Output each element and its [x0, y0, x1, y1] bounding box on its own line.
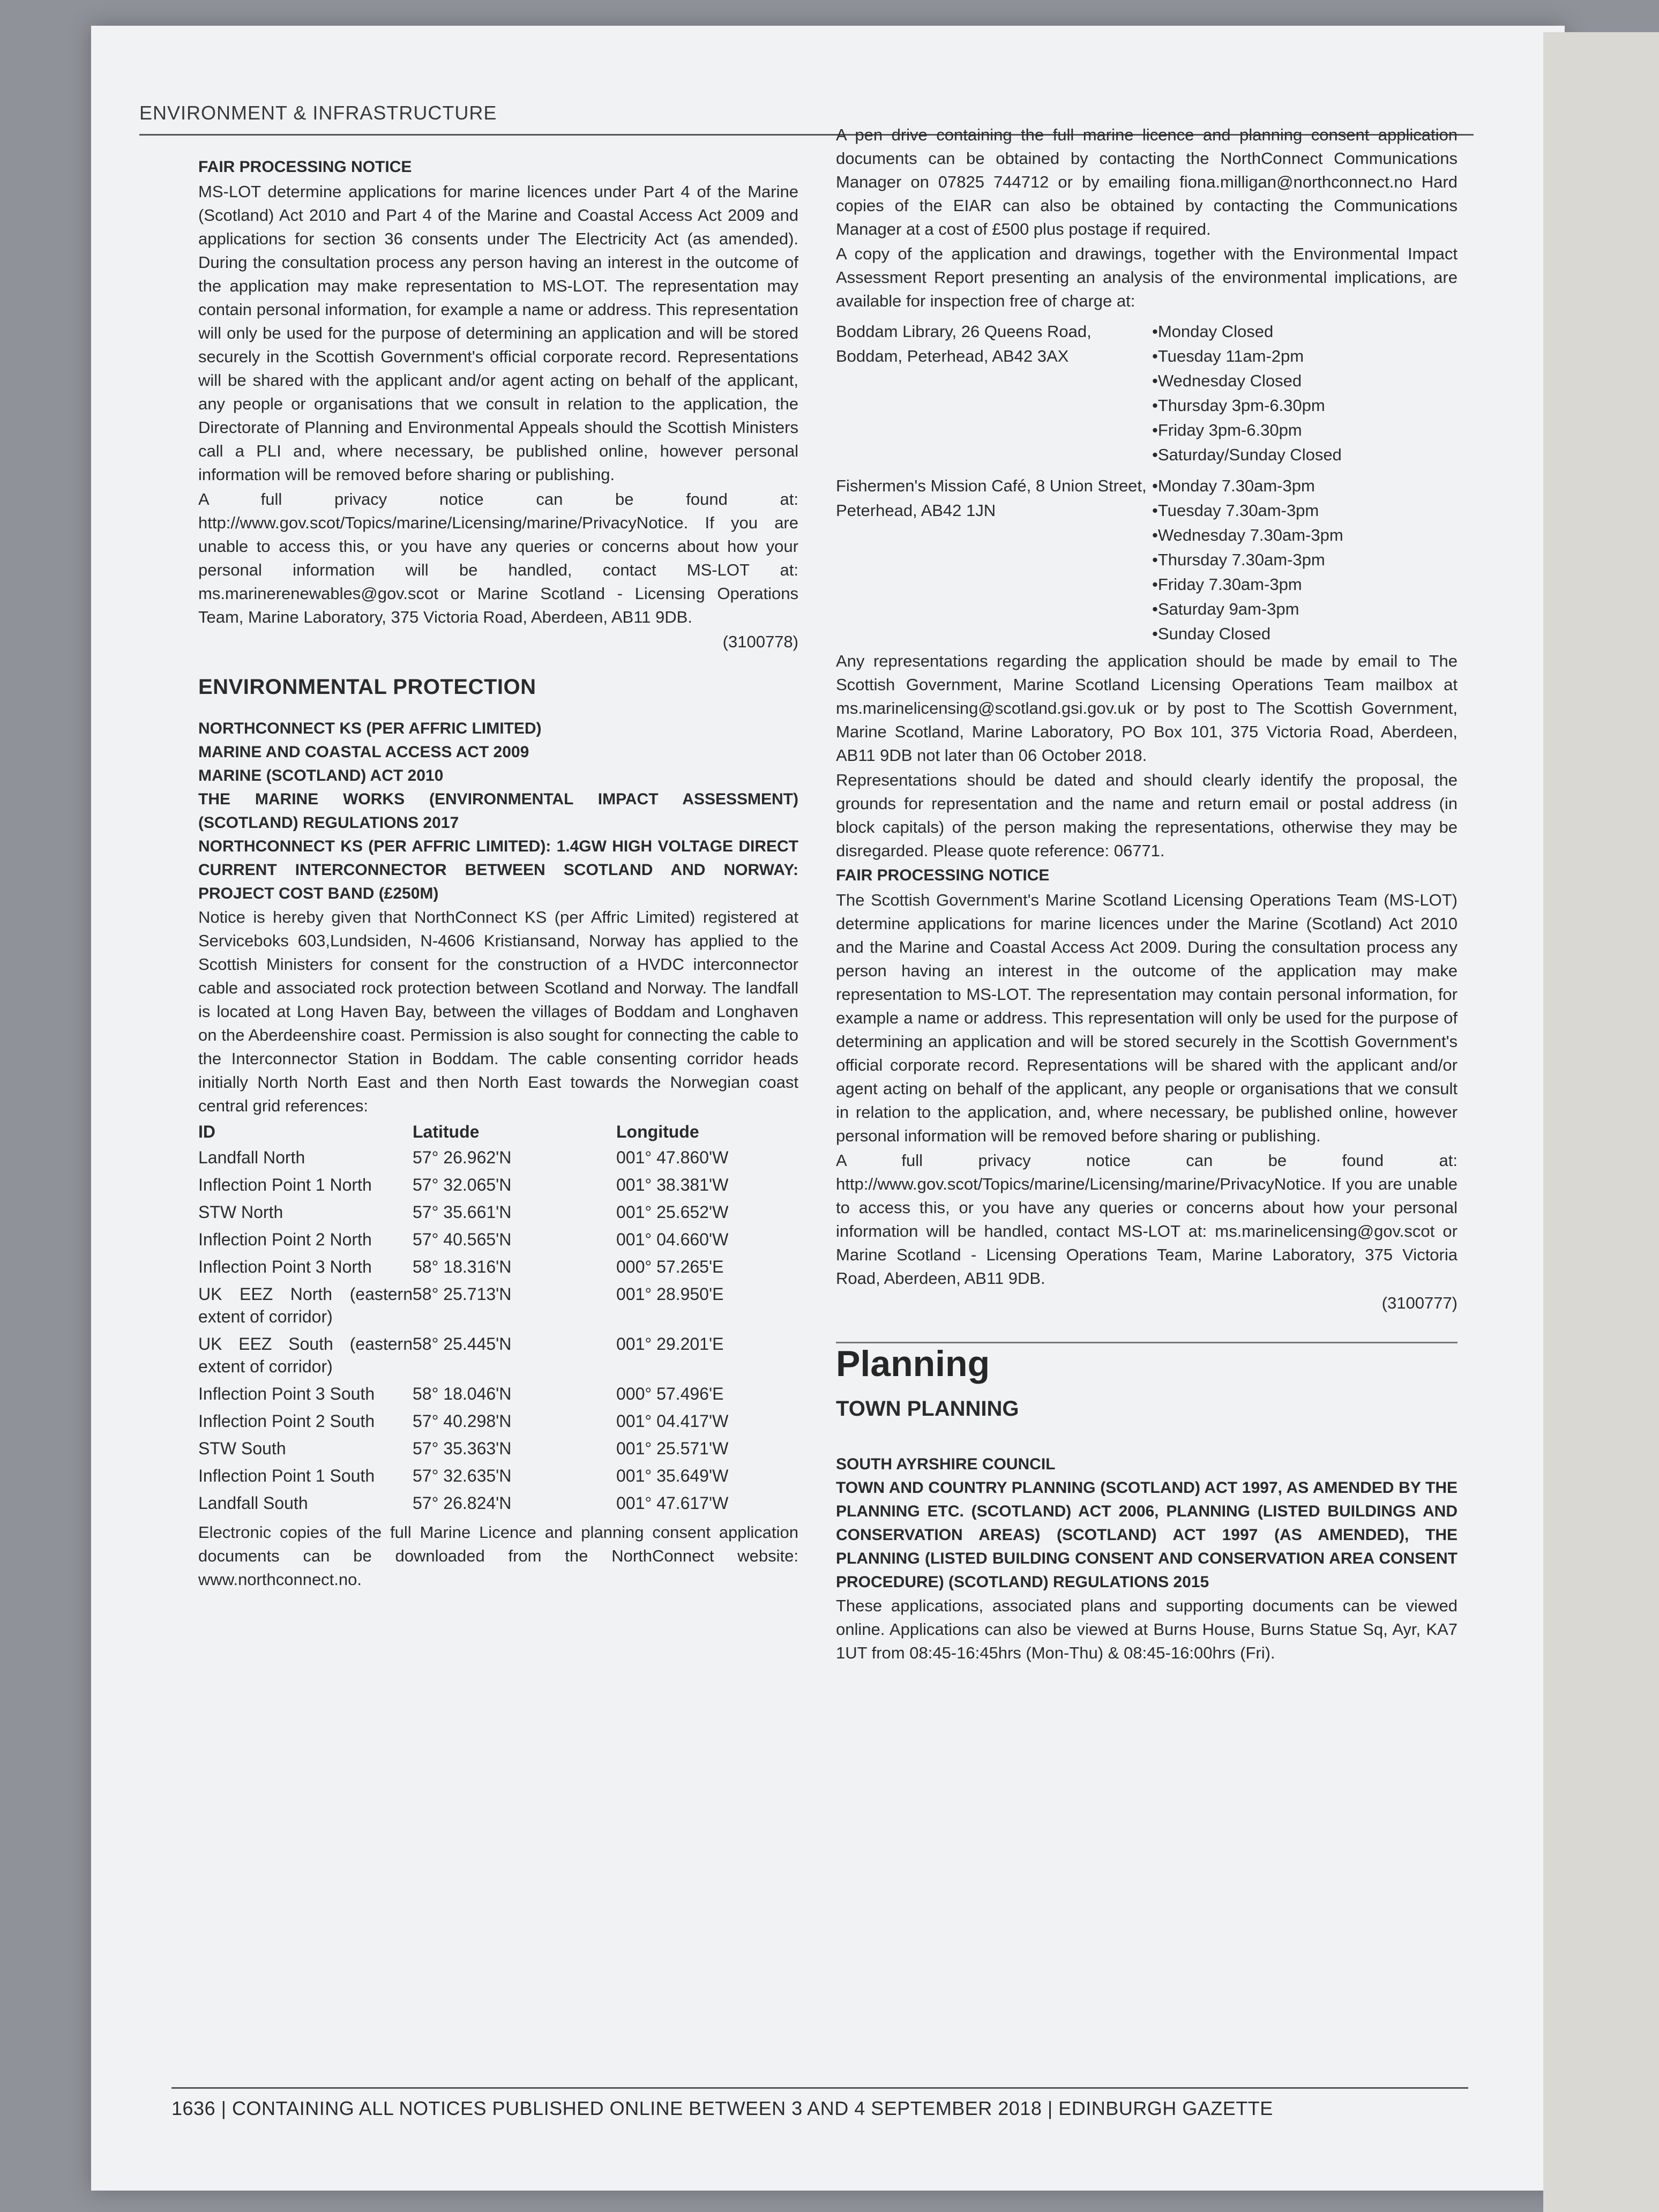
longitude: 001° 29.201'E: [616, 1334, 724, 1354]
fair-processing-text: The Scottish Government's Marine Scotland Licensing Operations Team (MS-LOT) determine applications for marine licences under the Marine (Scotland) Act 2010 and the Marine and Coastal Access Act 2009. During the consultation process any person having an interest in the outcome of the application may make representation to MS-LOT. The representation may contain personal information, for example a name or address. This representation will only be used for the purpose of determining an application and will be stored securely in the Scottish Government's official corporate record. Representations will be shared with the applicant and/or agent acting on behalf of the applicant, any people or organisations that we consult in relation to the application, and, where necessary, be published online, however personal information will be removed before sharing or publishing.: [836, 891, 1458, 1145]
longitude: 001° 35.649'W: [616, 1466, 729, 1485]
notice-title: NORTHCONNECT KS (PER AFFRIC LIMITED): [198, 720, 542, 737]
planning-heading: Planning: [836, 1343, 990, 1384]
table-row: [198, 1281, 788, 1331]
opening-hours-item: • Friday 7.30am-3pm: [1152, 572, 1343, 597]
longitude: 001° 38.381'W: [616, 1175, 729, 1194]
longitude: 001° 04.417'W: [616, 1411, 729, 1431]
table-row: [198, 1172, 788, 1199]
point-id: UK EEZ South (eastern extent of corridor): [198, 1334, 413, 1376]
table-row: [198, 1145, 788, 1172]
table-row: [198, 1463, 788, 1490]
venue-fishermens-mission: [836, 474, 1458, 646]
council-notice-text: These applications, associated plans and supporting documents can be viewed online. Applications can also be viewed at Burns House, Burns Statue Sq, Ayr, KA7 1UT from 08:45-16:45hrs (Mon-Thu) & 08:45-16:00hrs (Fri).: [836, 1596, 1458, 1662]
notice-title: THE MARINE WORKS (ENVIRONMENTAL IMPACT ASSESSMENT) (SCOTLAND) REGULATIONS 2017: [198, 790, 798, 832]
notice-body: Notice is hereby given that NorthConnect KS (per Affric Limited) registered at Serviceboks 603,Lundsiden, N-4606 Kristiansand, Norway has applied to the Scottish Ministers for consent for the construction of a HVDC interconnector cable and associated rock protection between Scotland and Norway. The landfall is located at Long Haven Bay, between the villages of Boddam and Longhaven on the Aberdeenshire coast. Permission is also sought for connecting the cable to the Interconnector Station in Boddam. The cable consenting corridor heads initially North North East and then North East towards the Norwegian coast central grid references:: [198, 908, 798, 1115]
privacy-notice-text: A full privacy notice can be found at: http://www.gov.scot/Topics/marine/Licensing/marine/PrivacyNotice. If you are unable to access this, or you have any queries or concerns about how your personal information will be handled, contact MS-LOT at: ms.marinelicensing@gov.scot or Marine Scotland - Licensing Operations Team, Marine Laboratory, 375 Victoria Road, Aberdeen, AB11 9DB.: [836, 1151, 1458, 1288]
council-title: SOUTH AYRSHIRE COUNCIL: [836, 1455, 1056, 1473]
latitude: 57° 32.635'N: [413, 1466, 512, 1485]
planning-section: [836, 1342, 1458, 1665]
opening-hours-item: • Friday 3pm-6.30pm: [1152, 418, 1342, 443]
table-row: [198, 1331, 788, 1381]
environmental-protection-heading: ENVIRONMENTAL PROTECTION: [198, 675, 536, 699]
left-column: [198, 155, 798, 1593]
table-row: [198, 1199, 788, 1227]
longitude: 000° 57.265'E: [616, 1257, 724, 1276]
opening-hours-item: • Wednesday 7.30am-3pm: [1152, 523, 1343, 548]
column-header-latitude: Latitude: [413, 1122, 480, 1141]
column-header-id: ID: [198, 1122, 215, 1141]
point-id: Inflection Point 2 North: [198, 1230, 372, 1249]
table-header-row: [198, 1119, 788, 1145]
opening-hours-item: • Monday Closed: [1152, 319, 1342, 344]
venue-boddam-library: [836, 319, 1458, 467]
opening-hours-item: • Saturday/Sunday Closed: [1152, 443, 1342, 467]
representations-text: Any representations regarding the application should be made by email to The Scottish Government, Marine Scotland Licensing Operations Team mailbox at ms.marinelicensing@scotland.gsi.gov.uk or by post to The Scottish Government, Marine Scotland, Marine Laboratory, PO Box 101, 375 Victoria Road, Aberdeen, AB11 9DB not later than 06 October 2018.: [836, 652, 1458, 765]
opening-hours-list: [1152, 474, 1343, 646]
point-id: Inflection Point 2 South: [198, 1411, 375, 1431]
latitude: 58° 25.445'N: [413, 1334, 512, 1354]
longitude: 001° 28.950'E: [616, 1284, 724, 1304]
point-id: Landfall North: [198, 1148, 305, 1167]
fair-processing-text: MS-LOT determine applications for marine licences under Part 4 of the Marine (Scotland) Act 2010 and Part 4 of the Marine and Coastal Access Act 2009 and applications for section 36 consents under The Electricity Act (as amended). During the consultation process any person having an interest in the outcome of the application may make representation to MS-LOT. The representation may contain personal information, for example a name or address. This representation will only be used for the purpose of determining an application and will be stored securely in the Scottish Government's official corporate record. Representations will be shared with the applicant and/or agent acting on behalf of the applicant, any people or organisations that we consult in relation to the application, the Directorate of Planning and Environmental Appeals should the Scottish Ministers call a PLI and, where necessary, be published online, however personal information will be removed before sharing or publishing.: [198, 182, 798, 484]
opening-hours-item: • Thursday 7.30am-3pm: [1152, 548, 1343, 572]
section-header: ENVIRONMENT & INFRASTRUCTURE: [139, 102, 1474, 136]
opening-hours-item: • Tuesday 7.30am-3pm: [1152, 498, 1343, 523]
opening-hours-item: • Saturday 9am-3pm: [1152, 597, 1343, 622]
table-row: [198, 1381, 788, 1408]
next-page-edge: [1543, 32, 1659, 2212]
latitude: 58° 18.046'N: [413, 1384, 512, 1403]
opening-hours-item: • Tuesday 11am-2pm: [1152, 344, 1342, 369]
opening-hours-item: • Wednesday Closed: [1152, 369, 1342, 393]
table-row: [198, 1436, 788, 1463]
table-row: [198, 1254, 788, 1281]
longitude: 000° 57.496'E: [616, 1384, 724, 1403]
table-row: [198, 1408, 788, 1436]
point-id: Inflection Point 3 North: [198, 1257, 372, 1276]
latitude: 57° 32.065'N: [413, 1175, 512, 1194]
longitude: 001° 04.660'W: [616, 1230, 729, 1249]
fair-processing-heading: FAIR PROCESSING NOTICE: [198, 158, 412, 176]
fair-processing-heading: FAIR PROCESSING NOTICE: [836, 866, 1050, 884]
pen-drive-text: A pen drive containing the full marine licence and planning consent application documents can be obtained by contacting the NorthConnect Communications Manager on 07825 744712 or by emailing fiona.milligan@northconnect.no Hard copies of the EIAR can also be obtained by contacting the Communications Manager at a cost of £500 plus postage if required.: [836, 125, 1458, 238]
notice-title: NORTHCONNECT KS (PER AFFRIC LIMITED): 1.4GW HIGH VOLTAGE DIRECT CURRENT INTERCONNECTOR BETWEEN SCOTLAND AND NORWAY: PROJECT COST BAND (£250M): [198, 838, 798, 902]
point-id: Inflection Point 1 North: [198, 1175, 372, 1194]
latitude: 58° 25.713'N: [413, 1284, 512, 1304]
inspection-text: A copy of the application and drawings, together with the Environmental Impact Assessment Report presenting an analysis of the environmental implications, are available for inspection free of charge at:: [836, 244, 1458, 310]
point-id: Inflection Point 1 South: [198, 1466, 375, 1485]
act-title: TOWN AND COUNTRY PLANNING (SCOTLAND) ACT 1997, AS AMENDED BY THE PLANNING ETC. (SCOTLAND) ACT 2006, PLANNING (LISTED BUILDINGS AND CONSERVATION AREAS) (SCOTLAND) ACT 1997 (AS AMENDED), THE PLANNING (LISTED BUILDING CONSENT AND CONSERVATION AREA CONSENT PROCEDURE) (SCOTLAND) REGULATIONS 2015: [836, 1479, 1458, 1591]
dated-representations-text: Representations should be dated and should clearly identify the proposal, the grounds for representation and the name and return email or postal address (in block capitals) of the person making the representations, otherwise they may be disregarded. Please quote reference: 06771.: [836, 771, 1458, 860]
grid-reference-table: [198, 1119, 788, 1518]
notice-title: MARINE AND COASTAL ACCESS ACT 2009: [198, 743, 529, 761]
longitude: 001° 25.571'W: [616, 1439, 729, 1458]
column-header-longitude: Longitude: [616, 1122, 699, 1141]
latitude: 57° 40.565'N: [413, 1230, 512, 1249]
opening-hours-item: • Monday 7.30am-3pm: [1152, 474, 1343, 498]
privacy-notice-text: A full privacy notice can be found at: http://www.gov.scot/Topics/marine/Licensing/marine/PrivacyNotice. If you are unable to access this, or you have any queries or concerns about how your personal information will be handled, contact MS-LOT at: ms.marinerenewables@gov.scot or Marine Scotland - Licensing Operations Team, Marine Laboratory, 375 Victoria Road, Aberdeen, AB11 9DB.: [198, 490, 798, 626]
latitude: 57° 26.824'N: [413, 1493, 512, 1513]
page-footer: 1636 | CONTAINING ALL NOTICES PUBLISHED ONLINE BETWEEN 3 AND 4 SEPTEMBER 2018 | EDINBURGH GAZETTE: [171, 2087, 1468, 2120]
point-id: STW South: [198, 1439, 286, 1458]
table-row: [198, 1490, 788, 1518]
opening-hours-item: • Thursday 3pm-6.30pm: [1152, 393, 1342, 418]
notice-reference: (3100778): [722, 632, 798, 651]
point-id: UK EEZ North (eastern extent of corridor): [198, 1284, 413, 1326]
point-id: Landfall South: [198, 1493, 308, 1513]
latitude: 57° 35.363'N: [413, 1439, 512, 1458]
notice-reference: (3100777): [1381, 1294, 1458, 1312]
venue-address: Boddam Library, 26 Queens Road, Boddam, Peterhead, AB42 3AX: [836, 322, 1092, 365]
notice-title: MARINE (SCOTLAND) ACT 2010: [198, 767, 444, 784]
town-planning-heading: TOWN PLANNING: [836, 1397, 1019, 1421]
right-column: [836, 123, 1458, 1666]
opening-hours-list: [1152, 319, 1342, 467]
latitude: 57° 35.661'N: [413, 1202, 512, 1222]
latitude: 57° 40.298'N: [413, 1411, 512, 1431]
venue-address: Fishermen's Mission Café, 8 Union Street, Peterhead, AB42 1JN: [836, 476, 1147, 520]
longitude: 001° 47.860'W: [616, 1148, 729, 1167]
latitude: 58° 18.316'N: [413, 1257, 512, 1276]
opening-hours-item: • Sunday Closed: [1152, 622, 1343, 646]
latitude: 57° 26.962'N: [413, 1148, 512, 1167]
point-id: Inflection Point 3 South: [198, 1384, 375, 1403]
longitude: 001° 25.652'W: [616, 1202, 729, 1222]
point-id: STW North: [198, 1202, 283, 1222]
longitude: 001° 47.617'W: [616, 1493, 729, 1513]
table-row: [198, 1227, 788, 1254]
electronic-copies-text: Electronic copies of the full Marine Licence and planning consent application documents can be downloaded from the NorthConnect website: www.northconnect.no.: [198, 1523, 798, 1589]
